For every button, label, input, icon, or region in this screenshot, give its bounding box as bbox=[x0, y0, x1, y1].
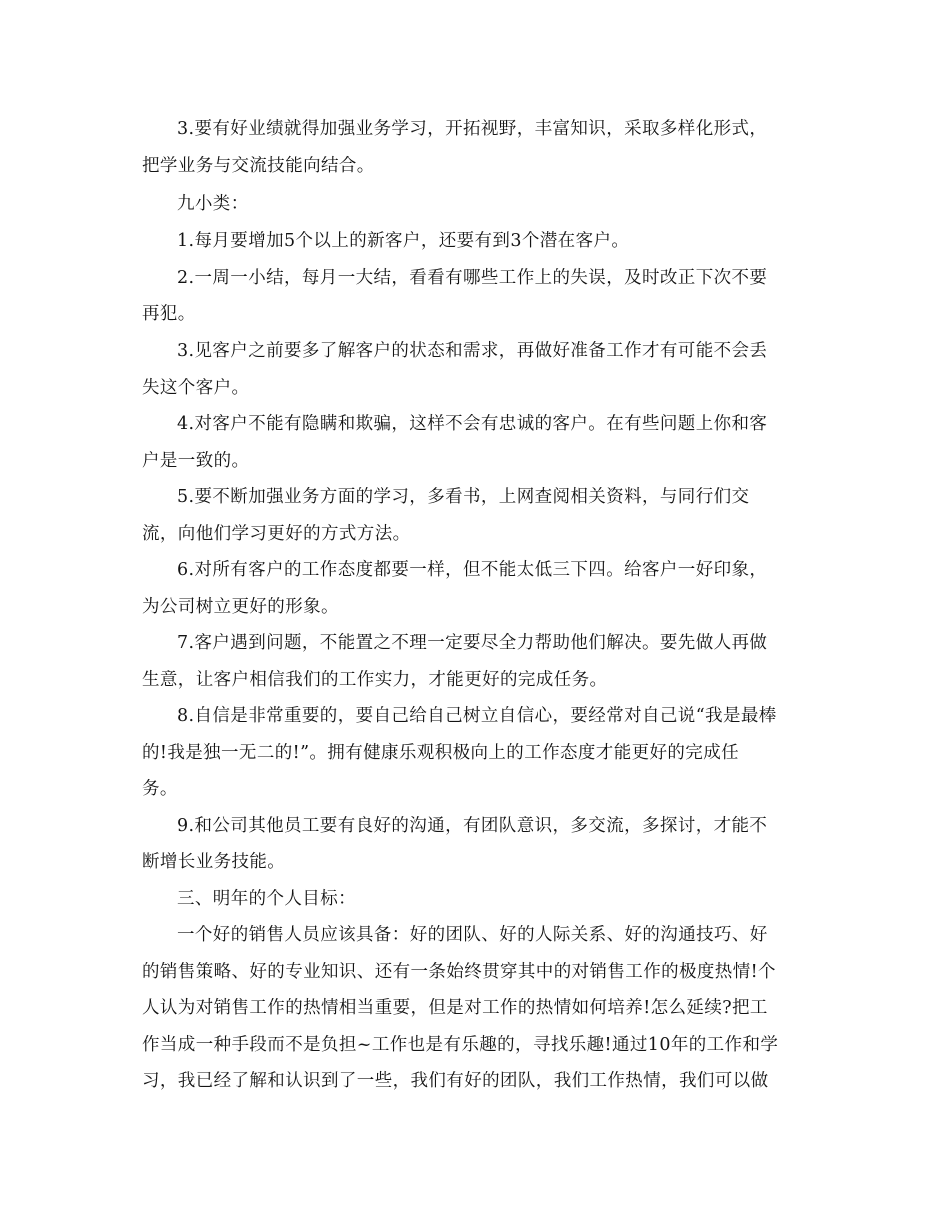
paragraph-line: 7.客户遇到问题，不能置之不理一定要尽全力帮助他们解决。要先做人再做 bbox=[177, 633, 768, 653]
paragraph-line: 把学业务与交流技能向结合。 bbox=[142, 156, 375, 176]
paragraph-line: 为公司树立更好的形象。 bbox=[142, 597, 339, 617]
paragraph-line: 8.自信是非常重要的，要自己给自己树立自信心，要经常对自己说“我是最棒 bbox=[177, 706, 777, 726]
paragraph-line: 6.对所有客户的工作态度都要一样，但不能太低三下四。给客户一好印象， bbox=[177, 560, 768, 580]
paragraph-line: 务。 bbox=[142, 779, 178, 799]
paragraph-line: 再犯。 bbox=[142, 304, 196, 324]
paragraph-line: 流，向他们学习更好的方式方法。 bbox=[142, 524, 411, 544]
section-heading: 九小类： bbox=[177, 194, 249, 214]
section-heading: 三、明年的个人目标： bbox=[177, 889, 356, 909]
paragraph-line: 断增长业务技能。 bbox=[142, 852, 286, 872]
paragraph-line: 人认为对销售工作的热情相当重要，但是对工作的热情如何培养!怎么延续?把工 bbox=[142, 998, 768, 1018]
paragraph-line: 9.和公司其他员工要有良好的沟通，有团队意识，多交流，多探讨，才能不 bbox=[177, 816, 768, 836]
paragraph-line: 习，我已经了解和认识到了一些，我们有好的团队，我们工作热情，我们可以做 bbox=[142, 1071, 769, 1091]
paragraph-line: 2.一周一小结，每月一大结，看看有哪些工作上的失误，及时改正下次不要 bbox=[177, 268, 768, 288]
paragraph-line: 户是一致的。 bbox=[142, 451, 250, 471]
paragraph-line: 失这个客户。 bbox=[142, 378, 250, 398]
paragraph-line: 1.每月要增加5个以上的新客户，还要有到3个潜在客户。 bbox=[177, 231, 630, 251]
paragraph-line: 一个好的销售人员应该具备：好的团队、好的人际关系、好的沟通技巧、好 bbox=[177, 925, 768, 945]
paragraph-line: 生意，让客户相信我们的工作实力，才能更好的完成任务。 bbox=[142, 670, 608, 690]
paragraph-line: 5.要不断加强业务方面的学习，多看书，上网查阅相关资料，与同行们交 bbox=[177, 487, 750, 507]
paragraph-line: 的!我是独一无二的!”。拥有健康乐观积极向上的工作态度才能更好的完成任 bbox=[142, 743, 740, 763]
paragraph-line: 的销售策略、好的专业知识、还有一条始终贯穿其中的对销售工作的极度热情!个 bbox=[142, 962, 776, 982]
paragraph-line: 作当成一种手段而不是负担~工作也是有乐趣的，寻找乐趣!通过10年的工作和学 bbox=[142, 1035, 779, 1055]
paragraph-line: 3.要有好业绩就得加强业务学习，开拓视野，丰富知识，采取多样化形式， bbox=[177, 119, 768, 139]
paragraph-line: 4.对客户不能有隐瞒和欺骗，这样不会有忠诚的客户。在有些问题上你和客 bbox=[177, 414, 768, 434]
paragraph-line: 3.见客户之前要多了解客户的状态和需求，再做好准备工作才有可能不会丢 bbox=[177, 341, 768, 361]
